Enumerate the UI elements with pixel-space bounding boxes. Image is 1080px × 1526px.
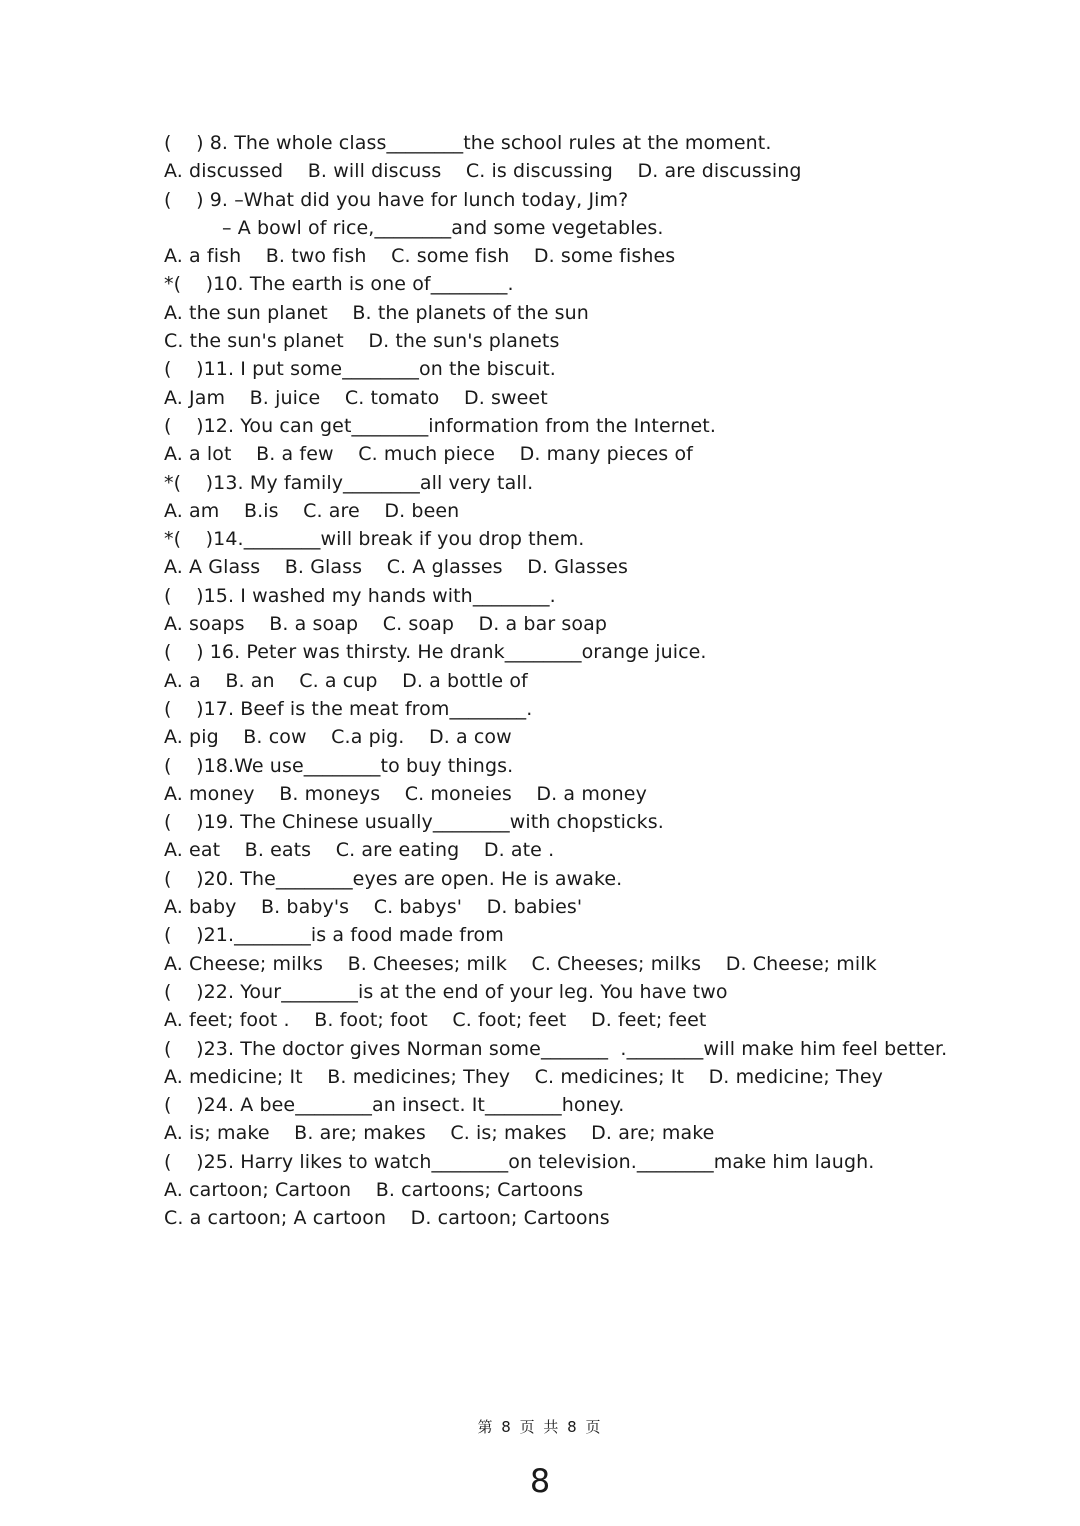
options-25-cd: C. a cartoon; A cartoon D. cartoon; Cartoons: [164, 1207, 610, 1230]
options-25-ab: A. cartoon; Cartoon B. cartoons; Cartoons: [164, 1178, 584, 1201]
question-8: ( ) 8. The whole class________the school rules at the moment.: [164, 132, 772, 154]
question-13: *( )13. My family________all very tall.: [164, 471, 534, 494]
question-21: ( )21.________is a food made from: [164, 924, 504, 947]
options-17: A. pig B. cow C.a pig. D. a cow: [164, 726, 512, 749]
options-12: A. a lot B. a few C. much piece D. many pieces of: [164, 443, 693, 466]
worksheet-body: [164, 129, 1034, 1233]
question-10: *( )10. The earth is one of________.: [164, 273, 514, 296]
options-24: A. is; make B. are; makes C. is; makes D. are; make: [164, 1122, 715, 1145]
question-16: ( ) 16. Peter was thirsty. He drank________orange juice.: [164, 641, 707, 664]
options-10-ab: A. the sun planet B. the planets of the sun: [164, 301, 589, 324]
options-13: A. am B.is C. are D. been: [164, 499, 460, 522]
question-9: ( ) 9. –What did you have for lunch today, Jim?: [164, 188, 629, 211]
options-18: A. money B. moneys C. moneies D. a money: [164, 782, 647, 805]
options-15: A. soaps B. a soap C. soap D. a bar soap: [164, 613, 608, 636]
question-23: ( )23. The doctor gives Norman some_______ .________will make him feel better.: [164, 1037, 948, 1060]
options-10-cd: C. the sun's planet D. the sun's planets: [164, 330, 560, 353]
question-14: *( )14.________will break if you drop them.: [164, 528, 585, 551]
question-22: ( )22. Your________is at the end of your leg. You have two: [164, 980, 728, 1003]
page-number: 8: [529, 1462, 551, 1500]
question-25: ( )25. Harry likes to watch________on television.________make him laugh.: [164, 1150, 875, 1173]
options-21: A. Cheese; milks B. Cheeses; milk C. Cheeses; milks D. Cheese; milk: [164, 952, 877, 975]
question-15: ( )15. I washed my hands with________.: [164, 584, 556, 607]
options-14: A. A Glass B. Glass C. A glasses D. Glasses: [164, 556, 628, 579]
question-24: ( )24. A bee________an insect. It________honey.: [164, 1094, 625, 1117]
question-19: ( )19. The Chinese usually________with chopsticks.: [164, 811, 664, 834]
question-12: ( )12. You can get________information from the Internet.: [164, 414, 716, 437]
question-17: ( )17. Beef is the meat from________.: [164, 697, 533, 720]
options-22: A. feet; foot . B. foot; foot C. foot; feet D. feet; feet: [164, 1009, 707, 1032]
page-footer: 第 8 页 共 8 页: [477, 1418, 603, 1436]
options-20: A. baby B. baby's C. babys' D. babies': [164, 896, 583, 919]
options-8: A. discussed B. will discuss C. is discussing D. are discussing: [164, 160, 802, 183]
options-16: A. a B. an C. a cup D. a bottle of: [164, 669, 528, 692]
options-9: A. a fish B. two fish C. some fish D. some fishes: [164, 245, 676, 268]
options-23: A. medicine; It B. medicines; They C. medicines; It D. medicine; They: [164, 1065, 883, 1088]
question-11: ( )11. I put some________on the biscuit.: [164, 358, 556, 381]
question-20: ( )20. The________eyes are open. He is awake.: [164, 867, 623, 890]
options-11: A. Jam B. juice C. tomato D. sweet: [164, 386, 548, 409]
options-19: A. eat B. eats C. are eating D. ate .: [164, 839, 555, 862]
question-18: ( )18.We use________to buy things.: [164, 754, 514, 777]
question-9-reply: – A bowl of rice,________and some vegetables.: [222, 216, 664, 239]
